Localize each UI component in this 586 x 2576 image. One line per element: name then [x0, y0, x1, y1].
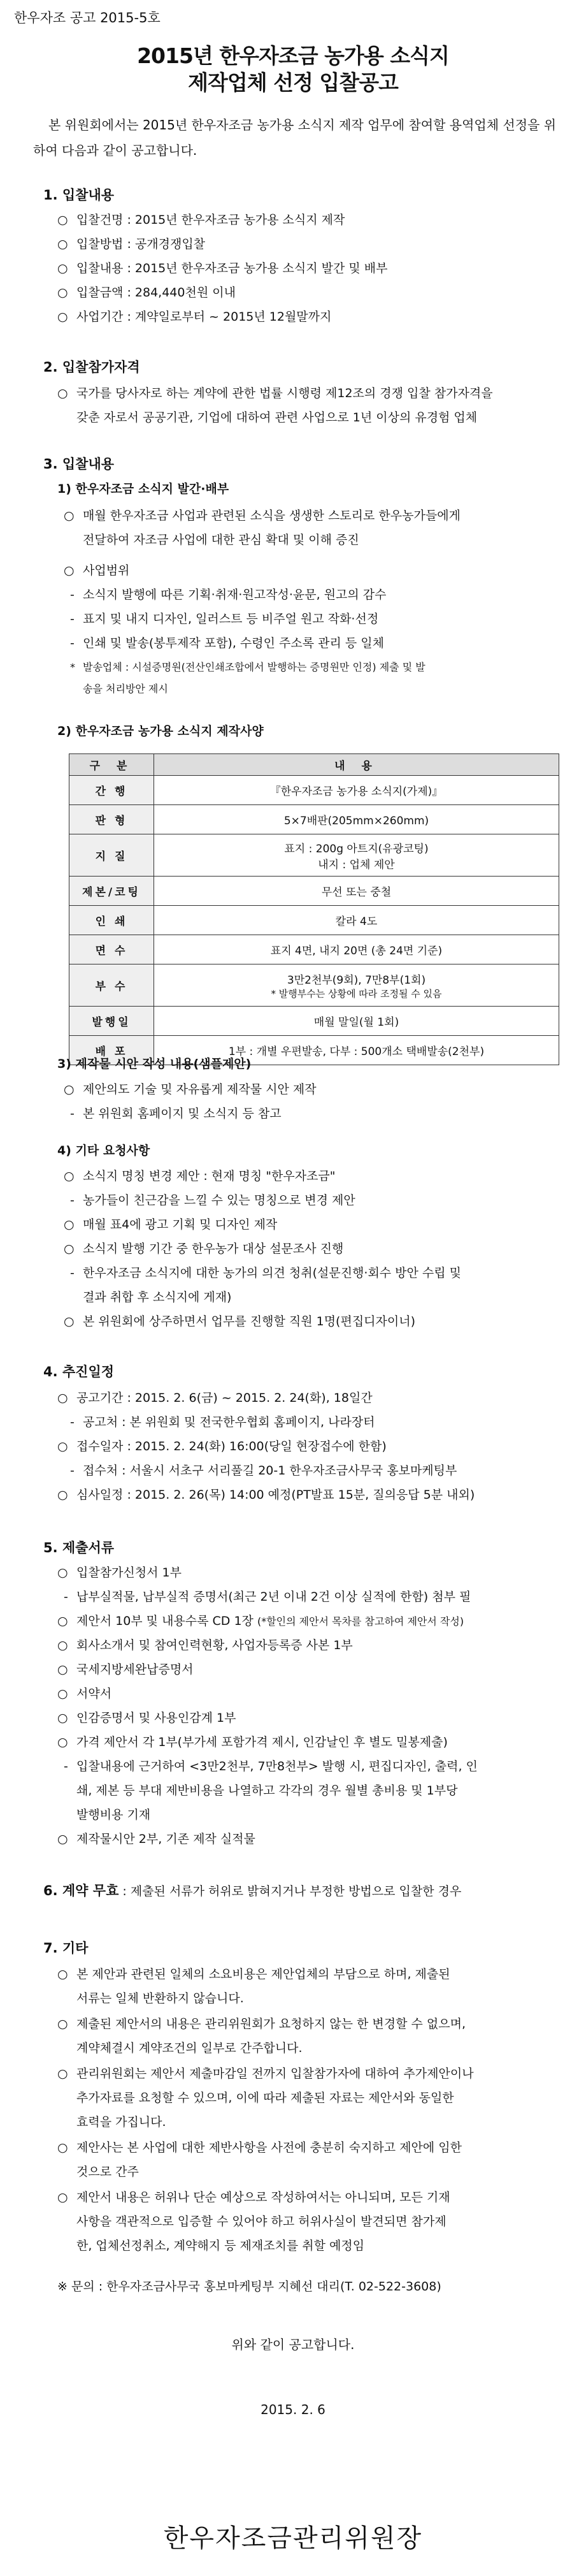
bid-item: ○ 입찰건명 : 2015년 한우자조금 농가용 소식지 제작 — [57, 210, 345, 228]
document-item: - 납부실적물, 납부실적 증명서(최근 2년 이내 2건 이상 실적에 한함) 첨부 필 — [64, 1587, 471, 1605]
document-item: 쇄, 제본 등 부대 제반비용을 나열하고 각각의 경우 월별 총비용 및 1부당 — [76, 1784, 458, 1798]
document-item: ○ 국세지방세완납증명서 — [57, 1660, 194, 1677]
table-label-cell: 인 쇄 — [69, 906, 154, 935]
table-value-line: 3만2천부(9회), 7만8부(1회) — [287, 973, 426, 987]
scope-item: - 소식지 발행에 따른 기획·취재·원고작성·윤문, 원고의 감수 — [70, 585, 387, 602]
document-item: 발행비용 기재 — [76, 1808, 151, 1822]
subsection-heading: 4) 기타 요청사항 — [57, 1144, 150, 1158]
document-item-note: (*할인의 제안서 목차를 참고하여 제안서 작성) — [257, 1615, 464, 1627]
scope-item: - 표지 및 내지 디자인, 일러스트 등 비주얼 원고 작화·선정 — [70, 609, 378, 627]
table-value-cell: 『한우자조금 농가용 소식지(가제)』 — [154, 776, 559, 805]
misc-item: ○ 본 제안과 관련된 일체의 소요비용은 제안업체의 부담으로 하며, 제출된 — [57, 1965, 450, 1982]
page-subtitle: 제작업체 선정 입찰공고 — [188, 70, 398, 95]
misc-item: 한, 업체선정취소, 계약해지 등 제재조치를 취할 예정임 — [76, 2239, 365, 2253]
table-header-cell: 내 용 — [154, 754, 559, 776]
table-row — [69, 834, 559, 877]
table-label-cell: 면 수 — [69, 935, 154, 964]
misc-item: 추가자료를 요청할 수 있으며, 이에 따라 제출된 자료는 제안서와 동일한 — [76, 2091, 454, 2105]
closing-text: 위와 같이 공고합니다. — [231, 2337, 355, 2352]
table-row — [69, 776, 559, 805]
section-5-heading: 5. 제출서류 — [43, 1540, 115, 1555]
issuer-signature: 한우자조금관리위원장 — [163, 2524, 423, 2553]
table-header-cell: 구 분 — [69, 754, 154, 776]
misc-item: ○ 제안사는 본 사업에 대한 제반사항을 사전에 충분히 숙지하고 제안에 임한 — [57, 2138, 462, 2155]
table-value-cell: 매월 말일(월 1회) — [154, 1007, 559, 1036]
misc-item: ○ 제출된 제안서의 내용은 관리위원회가 요청하지 않는 한 변경할 수 없으며, — [57, 2014, 466, 2032]
document-item: - 입찰내용에 근거하여 <3만2천부, 7만8천부> 발행 시, 편집디자인, 출력, 인 — [64, 1757, 478, 1774]
scope-heading: ○ 사업범위 — [64, 561, 129, 578]
intro-paragraph: 본 위원회에서는 2015년 한우자조금 농가용 소식지 제작 업무에 참여할 용역업체 선정을 위하여 다음과 같이 공고합니다. — [33, 117, 557, 158]
notice-date: 2015. 2. 6 — [261, 2402, 325, 2417]
qualification-text: 갖춘 자로서 공공기관, 기업에 대하여 관련 사업으로 1년 이상의 유경험 업체 — [76, 411, 478, 425]
table-label-cell: 간 행 — [69, 776, 154, 805]
scope-item: - 인쇄 및 발송(봉투제작 포함), 수령인 주소록 관리 등 일체 — [70, 634, 384, 651]
schedule-item: ○ 공고기간 : 2015. 2. 6(금) ~ 2015. 2. 24(화), 18일간 — [57, 1388, 373, 1406]
document-item: ○ 제작물시안 2부, 기존 제작 실적물 — [57, 1830, 255, 1847]
table-value-cell: 1부 : 개별 우편발송, 다부 : 500개소 택배발송(2천부) — [154, 1036, 559, 1065]
request-item: ○ 본 위원회에 상주하면서 업무를 진행할 직원 1명(편집디자이너) — [64, 1312, 415, 1329]
page-title: 2015년 한우자조금 농가용 소식지 — [137, 43, 449, 68]
schedule-item: ○ 접수일자 : 2015. 2. 24(화) 16:00(당일 현장접수에 한함) — [57, 1437, 387, 1454]
section-2-heading: 2. 입찰참가자격 — [43, 360, 140, 375]
body-text: 전달하여 자조금 사업에 대한 관심 확대 및 이해 증진 — [83, 533, 359, 547]
table-value-line: * 발행부수는 상황에 따라 조정될 수 있음 — [271, 987, 442, 1000]
request-item: - 한우자조금 소식지에 대한 농가의 의견 청취(설문진행·회수 방안 수립 및 — [70, 1263, 461, 1281]
schedule-item: - 접수처 : 서울시 서초구 서리풀길 20-1 한우자조금사무국 홍보마케팅부 — [70, 1461, 457, 1478]
table-label-cell: 부 수 — [69, 964, 154, 1007]
document-item: ○ 인감증명서 및 사용인감계 1부 — [57, 1708, 236, 1726]
request-item: ○ 소식지 발행 기간 중 한우농가 대상 설문조사 진행 — [64, 1239, 343, 1256]
section-4-heading: 4. 추진일정 — [43, 1364, 115, 1379]
bid-item: ○ 입찰내용 : 2015년 한우자조금 농가용 소식지 발간 및 배부 — [57, 259, 388, 276]
body-text: ○ 매월 한우자조금 사업과 관련된 소식을 생생한 스토리로 한우농가들에게 — [64, 506, 461, 523]
table-row — [69, 964, 559, 1007]
table-value-cell — [154, 964, 559, 1007]
table-value-cell — [154, 834, 559, 877]
shipping-note: * 발송업체 : 시설증명원(전산인쇄조합에서 발행하는 증명원만 인정) 제출 및 발 — [70, 659, 425, 674]
section-6 — [43, 1881, 461, 1900]
misc-item: 사항을 객관적으로 입증할 수 있어야 하고 허위사실이 발견되면 참가제 — [76, 2215, 447, 2229]
bid-item: ○ 입찰방법 : 공개경쟁입찰 — [57, 235, 205, 252]
misc-item: 것으로 간주 — [76, 2165, 139, 2179]
section-6-heading: 6. 계약 무효 — [43, 1883, 119, 1898]
table-label-cell: 제본/코팅 — [69, 877, 154, 906]
section-1-heading: 1. 입찰내용 — [43, 187, 115, 203]
misc-item: ○ 관리위원회는 제안서 제출마감일 전까지 입찰참가자에 대하여 추가제안이나 — [57, 2064, 474, 2081]
table-row — [69, 877, 559, 906]
table-row — [69, 906, 559, 935]
subsection-heading: 2) 한우자조금 농가용 소식지 제작사양 — [57, 724, 264, 738]
table-value-cell: 무선 또는 중철 — [154, 877, 559, 906]
schedule-item: - 공고처 : 본 위원회 및 전국한우협회 홈페이지, 나라장터 — [70, 1413, 375, 1430]
section-6-text: : 제출된 서류가 허위로 밝혀지거나 부정한 방법으로 입찰한 경우 — [122, 1884, 462, 1898]
document-item: ○ 서약서 — [57, 1684, 111, 1701]
table-row — [69, 1007, 559, 1036]
request-item: - 농가들이 친근감을 느낄 수 있는 명칭으로 변경 제안 — [70, 1191, 355, 1208]
shipping-note: 송을 처리방안 제시 — [83, 683, 168, 695]
misc-item: 효력을 가집니다. — [76, 2115, 166, 2129]
table-label-cell: 지 질 — [69, 834, 154, 877]
spec-table — [69, 753, 559, 1065]
document-item: ○ 입찰참가신청서 1부 — [57, 1563, 182, 1580]
contact-info: ※ 문의 : 한우자조금사무국 홍보마케팅부 지혜선 대리(T. 02-522-3608) — [57, 2280, 441, 2294]
qualification-text: ○ 국가를 당사자로 하는 계약에 관한 법률 시행령 제12조의 경쟁 입찰 참가자격을 — [57, 384, 493, 401]
body-text: - 본 위원회 홈페이지 및 소식지 등 참고 — [70, 1104, 282, 1121]
document-item: ○ 가격 제안서 각 1부(부가세 포함가격 제시, 인감날인 후 별도 밀봉제출) — [57, 1733, 448, 1750]
misc-item: ○ 제안서 내용은 허위나 단순 예상으로 작성하여서는 아니되며, 모든 기재 — [57, 2188, 450, 2205]
bid-item: ○ 사업기간 : 계약일로부터 ~ 2015년 12월말까지 — [57, 307, 331, 324]
notice-number: 한우자조 공고 2015-5호 — [14, 10, 161, 25]
bid-item: ○ 입찰금액 : 284,440천원 이내 — [57, 283, 236, 300]
request-item: ○ 소식지 명칭 변경 제안 : 현재 명칭 "한우자조금" — [64, 1167, 336, 1184]
table-label-cell: 판 형 — [69, 805, 154, 834]
table-label-cell: 발행일 — [69, 1007, 154, 1036]
table-row — [69, 935, 559, 964]
body-text: ○ 제안의도 기술 및 자유롭게 제작물 시안 제작 — [64, 1080, 317, 1097]
section-7-heading: 7. 기타 — [43, 1940, 89, 1956]
table-value-cell: 표지 4면, 내지 20면 (총 24면 기준) — [154, 935, 559, 964]
subsection-heading: 3) 제작물 시안 작성 내용(샘플제안) — [57, 1057, 252, 1071]
section-3-heading: 3. 입찰내용 — [43, 456, 115, 472]
table-value-cell: 칼라 4도 — [154, 906, 559, 935]
subsection-heading: 1) 한우자조금 소식지 발간·배부 — [57, 482, 229, 496]
schedule-item: ○ 심사일정 : 2015. 2. 26(목) 14:00 예정(PT발표 15분, 질의응답 5분 내외) — [57, 1485, 475, 1503]
misc-item: 서류는 일체 반환하지 않습니다. — [76, 1991, 244, 2005]
document-item: ○ 회사소개서 및 참여인력현황, 사업자등록증 사본 1부 — [57, 1636, 353, 1653]
document-item — [57, 1612, 464, 1629]
table-value-line: 내지 : 업체 제안 — [318, 858, 395, 871]
request-item: ○ 매월 표4에 광고 기획 및 디자인 제작 — [64, 1215, 277, 1232]
table-row — [69, 805, 559, 834]
table-header-row — [69, 754, 559, 776]
request-item: 결과 취합 후 소식지에 게재) — [83, 1290, 232, 1304]
document-item-text: 제안서 10부 및 내용수록 CD 1장 — [76, 1614, 254, 1628]
table-value-line: 표지 : 200g 아트지(유광코팅) — [284, 842, 429, 855]
table-label-cell: 배 포 — [69, 1036, 154, 1065]
misc-item: 계약체결시 계약조건의 일부로 간주합니다. — [76, 2041, 303, 2055]
table-value-cell: 5×7배판(205mm×260mm) — [154, 805, 559, 834]
